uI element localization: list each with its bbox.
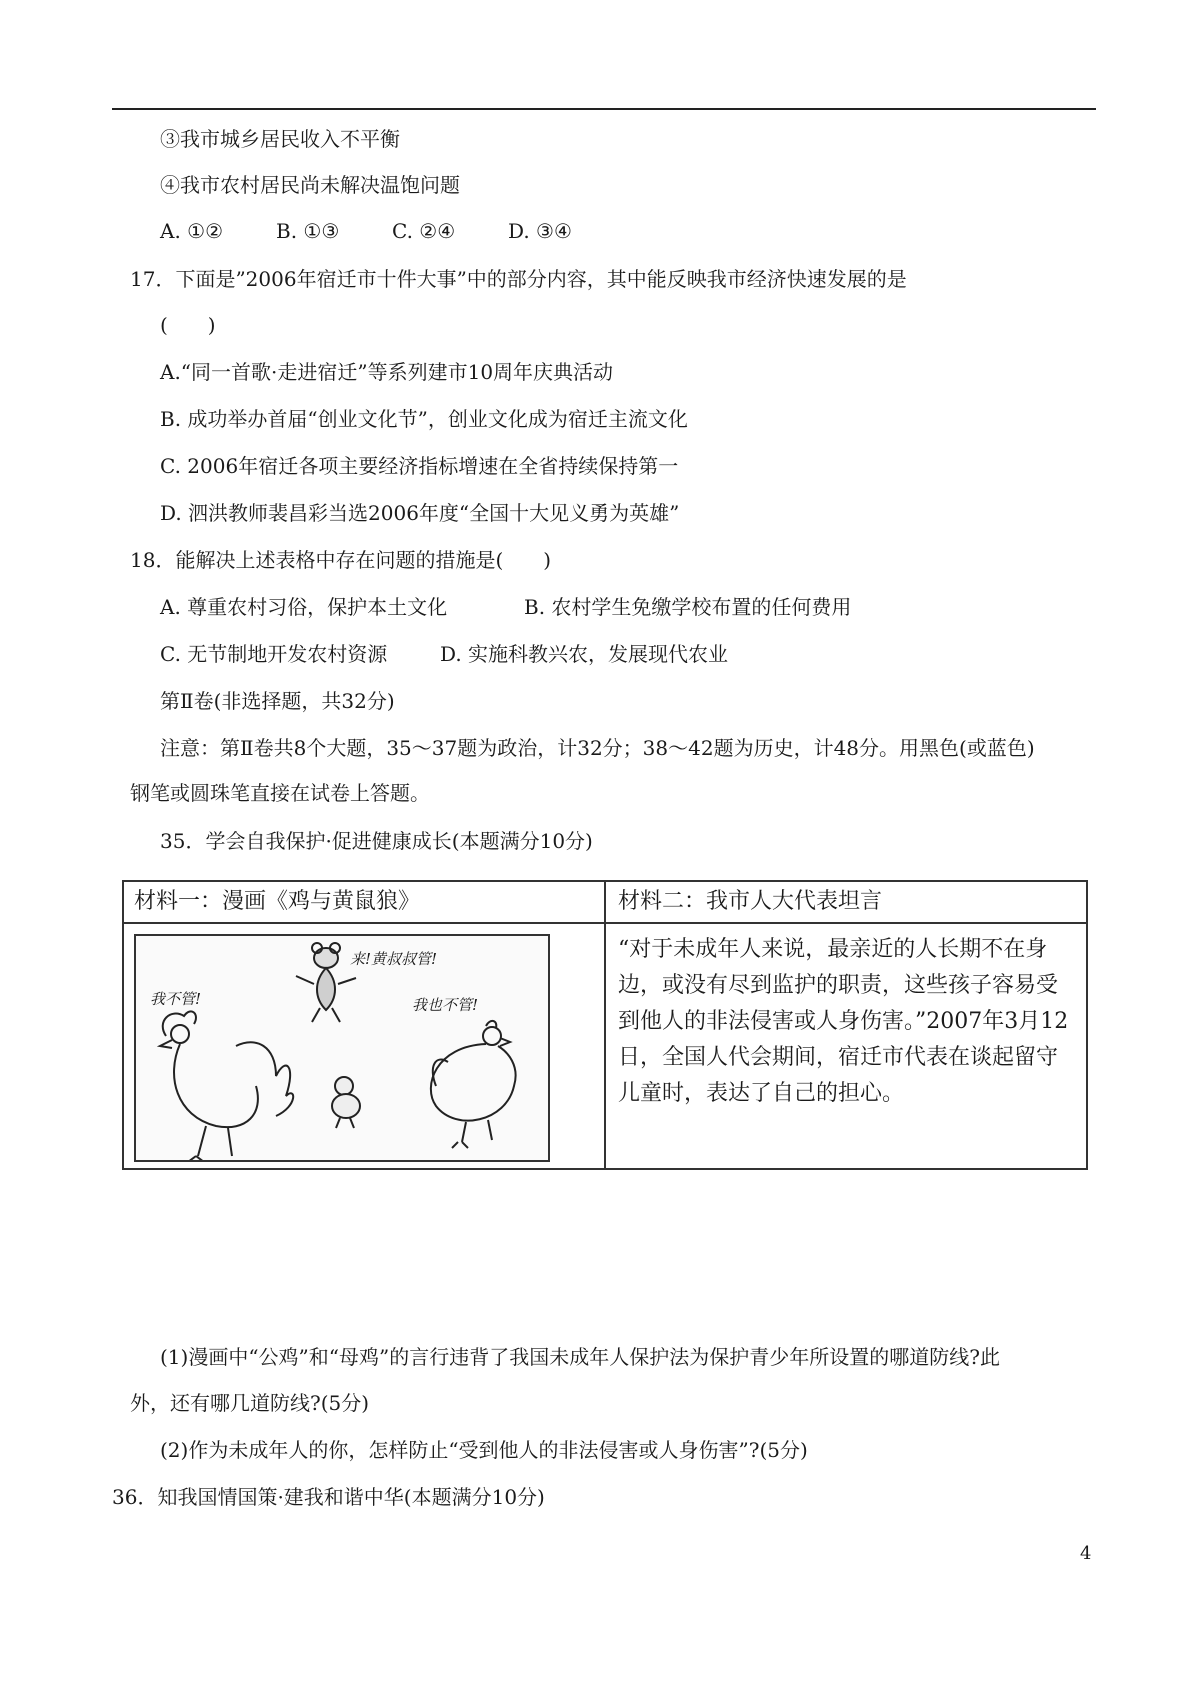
q17-option-c: C. 2006年宿迁各项主要经济指标增速在全省持续保持第一: [160, 454, 679, 478]
cartoon-chicken-weasel: [134, 934, 550, 1162]
material-table: [122, 880, 1088, 1170]
table-divider-horizontal: [124, 922, 1086, 924]
q18-stem: 18．能解决上述表格中存在问题的措施是( ): [130, 548, 552, 572]
chick-figure: [332, 1077, 360, 1128]
q16-item-3: ③我市城乡居民收入不平衡: [160, 127, 400, 151]
q17-stem: 17．下面是”2006年宿迁市十件大事”中的部分内容，其中能反映我市经济快速发展的是: [130, 267, 907, 291]
q16-item-4: ④我市农村居民尚未解决温饱问题: [160, 173, 460, 197]
table-divider-vertical: [604, 882, 606, 1168]
page-number: 4: [1080, 1543, 1092, 1564]
part2-note-line2: 钢笔或圆珠笔直接在试卷上答题。: [130, 781, 430, 805]
q18-option-d: D. 实施科教兴农，发展现代农业: [440, 642, 729, 666]
q16-option-d: D. ③④: [508, 219, 572, 243]
q16-option-a: A. ①②: [160, 219, 224, 243]
part2-note-line1: 注意：第Ⅱ卷共8个大题，35～37题为政治，计32分；38～42题为历史，计48分。用黑色(或蓝色): [160, 736, 1035, 760]
weasel-figure: [296, 943, 356, 1022]
q35-sub1-line2: 外，还有哪几道防线?(5分): [130, 1391, 370, 1415]
rooster-figure: [160, 1011, 293, 1162]
q17-answer-paren: ( ): [160, 313, 216, 337]
q36-title: 36．知我国情国策·建我和谐中华(本题满分10分): [112, 1485, 545, 1509]
material2-text: “对于未成年人来说，最亲近的人长期不在身边，或没有尽到监护的职责，这些孩子容易受到他人的非法侵害或人身伤害。”2007年3月12日，全国人代会期间，宿迁市代表在谈起留守儿童时，表达了自己的担心。: [618, 937, 1069, 1106]
weasel-speech: 来!黄叔叔管!: [350, 950, 438, 968]
q17-option-d: D. 泗洪教师裴昌彩当选2006年度“全国十大见义勇为英雄”: [160, 501, 680, 525]
q18-options-row1: [160, 592, 851, 622]
q35-title: 35．学会自我保护·促进健康成长(本题满分10分): [160, 829, 593, 853]
hen-speech: 我也不管!: [412, 996, 479, 1014]
cartoon-drawing: [136, 936, 550, 1162]
q17-option-b: B. 成功举办首届“创业文化节”，创业文化成为宿迁主流文化: [160, 407, 688, 431]
q18-option-c: C. 无节制地开发农村资源: [160, 642, 388, 666]
q17-option-a: A.“同一首歌·走进宿迁”等系列建市10周年庆典活动: [160, 360, 614, 384]
material1-header: 材料一：漫画《鸡与黄鼠狼》: [134, 889, 421, 914]
rooster-speech: 我不管!: [150, 990, 202, 1008]
q18-option-a: A. 尊重农村习俗，保护本土文化: [160, 595, 448, 619]
part2-title: 第Ⅱ卷(非选择题，共32分): [160, 689, 395, 713]
q18-option-b: B. 农村学生免缴学校布置的任何费用: [524, 595, 852, 619]
q16-option-b: B. ①③: [276, 219, 340, 243]
q16-option-c: C. ②④: [392, 219, 456, 243]
material2-header: 材料二：我市人大代表坦言: [618, 889, 883, 914]
hen-figure: [431, 1021, 516, 1148]
header-rule: [112, 108, 1096, 110]
q16-options: [160, 216, 624, 246]
q35-sub2: (2)作为未成年人的你，怎样防止“受到他人的非法侵害或人身伤害”?(5分): [160, 1438, 808, 1462]
q18-options-row2: [160, 639, 728, 669]
q35-sub1-line1: (1)漫画中“公鸡”和“母鸡”的言行违背了我国未成年人保护法为保护青少年所设置的哪道防线?此: [160, 1345, 1000, 1369]
